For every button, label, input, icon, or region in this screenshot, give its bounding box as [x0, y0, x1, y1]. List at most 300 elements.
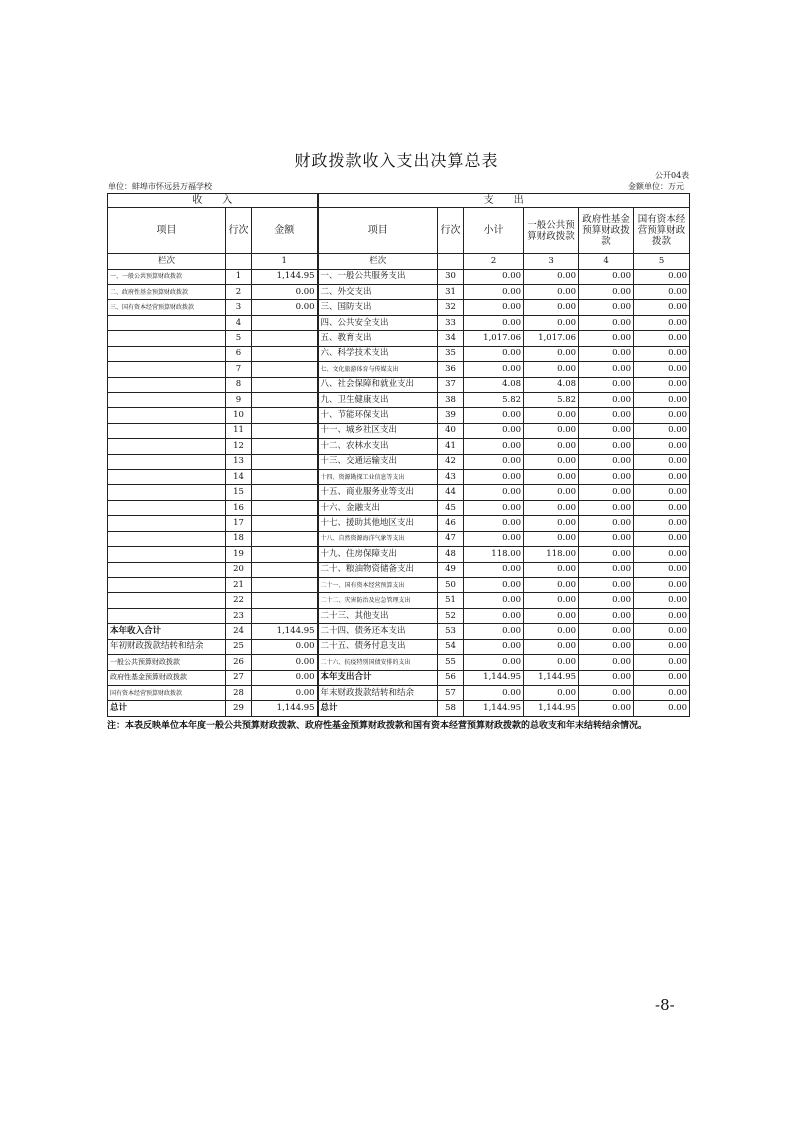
table-row	[108, 362, 690, 377]
expense-header: 支 出	[318, 194, 690, 208]
income-item: 一般公共预算财政拨款	[108, 655, 226, 670]
income-item: 总计	[108, 701, 226, 717]
expense-item: 三、国防支出	[318, 300, 438, 315]
income-line-no: 21	[226, 578, 252, 593]
state-capital-value: 0.00	[634, 331, 690, 346]
expense-item: 九、卫生健康支出	[318, 392, 438, 407]
state-capital-value: 0.00	[634, 300, 690, 315]
expense-line-no: 39	[438, 408, 464, 423]
income-amount	[252, 562, 318, 577]
table-row	[108, 439, 690, 454]
subtotal-value: 0.00	[464, 593, 524, 608]
table-row	[108, 593, 690, 608]
table-row	[108, 470, 690, 485]
expense-line-no: 56	[438, 670, 464, 685]
expense-line-no: 58	[438, 701, 464, 717]
table-row	[108, 608, 690, 623]
subtotal-value: 0.00	[464, 516, 524, 531]
state-capital-value: 0.00	[634, 269, 690, 284]
income-item	[108, 377, 226, 392]
expense-item: 十三、交通运输支出	[318, 454, 438, 469]
expense-line-no: 34	[438, 331, 464, 346]
state-capital-value: 0.00	[634, 470, 690, 485]
state-capital-value: 0.00	[634, 346, 690, 361]
general-budget-value: 1,144.95	[524, 670, 579, 685]
income-line-no: 24	[226, 624, 252, 639]
income-line-no: 2	[226, 284, 252, 299]
state-capital-value: 0.00	[634, 685, 690, 700]
subtotal-value: 5.82	[464, 392, 524, 407]
expense-item: 十六、金融支出	[318, 500, 438, 515]
gov-fund-value: 0.00	[579, 516, 634, 531]
income-line-no: 19	[226, 547, 252, 562]
income-line-no: 26	[226, 655, 252, 670]
expense-line-no: 35	[438, 346, 464, 361]
gov-fund-value: 0.00	[579, 454, 634, 469]
income-amount	[252, 315, 318, 330]
gov-fund-value: 0.00	[579, 578, 634, 593]
income-item	[108, 362, 226, 377]
income-item	[108, 470, 226, 485]
subtotal-value: 0.00	[464, 639, 524, 654]
gov-fund-value: 0.00	[579, 331, 634, 346]
state-capital-value: 0.00	[634, 531, 690, 546]
expense-item: 一、一般公共服务支出	[318, 269, 438, 284]
table-row	[108, 701, 690, 717]
unit-label: 单位：蚌埠市怀远县万福学校	[108, 182, 212, 191]
col-index-label: 栏次	[108, 254, 226, 269]
expense-item: 二十二、灾害防治及应急管理支出	[318, 593, 438, 608]
income-amount	[252, 408, 318, 423]
gov-fund-value: 0.00	[579, 300, 634, 315]
expense-item: 二十、粮油物资储备支出	[318, 562, 438, 577]
income-item: 三、国有资本经营预算财政拨款	[108, 300, 226, 315]
income-amount	[252, 331, 318, 346]
state-capital-value: 0.00	[634, 593, 690, 608]
subtotal-value: 0.00	[464, 470, 524, 485]
expense-line-no: 38	[438, 392, 464, 407]
state-capital-value: 0.00	[634, 377, 690, 392]
gov-fund-value: 0.00	[579, 562, 634, 577]
table-row	[108, 377, 690, 392]
gov-fund-value: 0.00	[579, 362, 634, 377]
gov-fund-value: 0.00	[579, 500, 634, 515]
state-capital-value: 0.00	[634, 624, 690, 639]
subtotal-value: 1,144.95	[464, 670, 524, 685]
table-row	[108, 685, 690, 700]
state-capital-value: 0.00	[634, 547, 690, 562]
expense-line-no: 55	[438, 655, 464, 670]
expense-line-no: 48	[438, 547, 464, 562]
expense-item: 十一、城乡社区支出	[318, 423, 438, 438]
gov-fund-value: 0.00	[579, 685, 634, 700]
expense-item: 年末财政拨款结转和结余	[318, 685, 438, 700]
general-budget-value: 118.00	[524, 547, 579, 562]
income-amount: 0.00	[252, 685, 318, 700]
expense-item: 本年支出合计	[318, 670, 438, 685]
income-line-no: 14	[226, 470, 252, 485]
income-header: 收 入	[108, 194, 318, 208]
gov-fund-value: 0.00	[579, 439, 634, 454]
gov-fund-value: 0.00	[579, 608, 634, 623]
general-budget-value: 4.08	[524, 377, 579, 392]
income-amount	[252, 346, 318, 361]
general-budget-value: 0.00	[524, 423, 579, 438]
general-budget-value: 0.00	[524, 655, 579, 670]
income-line-no: 3	[226, 300, 252, 315]
expense-line-no: 46	[438, 516, 464, 531]
expense-item: 二十四、债务还本支出	[318, 624, 438, 639]
income-line-no: 1	[226, 269, 252, 284]
income-amount	[252, 531, 318, 546]
table-row	[108, 423, 690, 438]
general-budget-value: 0.00	[524, 685, 579, 700]
expense-item: 七、文化旅游体育与传媒支出	[318, 362, 438, 377]
expense-item: 十七、援助其他地区支出	[318, 516, 438, 531]
general-budget-value: 1,017.06	[524, 331, 579, 346]
expense-item: 二十一、国有资本经营预算支出	[318, 578, 438, 593]
state-capital-value: 0.00	[634, 578, 690, 593]
gov-fund-value: 0.00	[579, 593, 634, 608]
income-line-no: 23	[226, 608, 252, 623]
gov-fund-value: 0.00	[579, 485, 634, 500]
income-item	[108, 315, 226, 330]
table-row	[108, 655, 690, 670]
col-index-2: 2	[464, 254, 524, 269]
income-line-no: 4	[226, 315, 252, 330]
general-budget-value: 0.00	[524, 624, 579, 639]
expense-line-no: 51	[438, 593, 464, 608]
subtotal-header: 小计	[464, 208, 524, 254]
expense-item: 八、社会保障和就业支出	[318, 377, 438, 392]
general-budget-value: 0.00	[524, 531, 579, 546]
income-amount	[252, 500, 318, 515]
general-budget-value: 0.00	[524, 315, 579, 330]
col-index-3: 3	[524, 254, 579, 269]
state-capital-value: 0.00	[634, 454, 690, 469]
state-capital-value: 0.00	[634, 500, 690, 515]
income-amount	[252, 547, 318, 562]
income-line-no: 10	[226, 408, 252, 423]
expense-line-no: 43	[438, 470, 464, 485]
expense-item: 十八、自然资源海洋气象等支出	[318, 531, 438, 546]
general-budget-value: 0.00	[524, 562, 579, 577]
expense-item: 十、节能环保支出	[318, 408, 438, 423]
income-item: 一、一般公共预算财政拨款	[108, 269, 226, 284]
income-item	[108, 423, 226, 438]
expense-line-no: 42	[438, 454, 464, 469]
income-line-no: 9	[226, 392, 252, 407]
expense-item: 十四、资源勘探工业信息等支出	[318, 470, 438, 485]
income-item-header: 项目	[108, 208, 226, 254]
income-amount	[252, 485, 318, 500]
table-row	[108, 670, 690, 685]
income-amount	[252, 392, 318, 407]
state-capital-value: 0.00	[634, 485, 690, 500]
subtotal-value: 0.00	[464, 269, 524, 284]
general-budget-value: 1,144.95	[524, 701, 579, 717]
subtotal-value: 0.00	[464, 408, 524, 423]
state-capital-value: 0.00	[634, 516, 690, 531]
gov-fund-value: 0.00	[579, 624, 634, 639]
general-budget-value: 0.00	[524, 516, 579, 531]
state-capital-value: 0.00	[634, 670, 690, 685]
page-title: 财政拨款收入支出决算总表	[294, 151, 499, 170]
table-row	[108, 346, 690, 361]
subtotal-value: 1,144.95	[464, 701, 524, 717]
income-amount	[252, 377, 318, 392]
income-line-no: 11	[226, 423, 252, 438]
gov-fund-value: 0.00	[579, 639, 634, 654]
expense-item: 二、外交支出	[318, 284, 438, 299]
subtotal-value: 0.00	[464, 655, 524, 670]
gov-fund-value: 0.00	[579, 346, 634, 361]
income-item	[108, 516, 226, 531]
income-item	[108, 392, 226, 407]
income-line-no: 8	[226, 377, 252, 392]
income-line-no: 6	[226, 346, 252, 361]
expense-line-no: 52	[438, 608, 464, 623]
income-line-header: 行次	[226, 208, 252, 254]
state-capital-value: 0.00	[634, 562, 690, 577]
expense-line-no: 31	[438, 284, 464, 299]
income-item	[108, 485, 226, 500]
expense-line-no: 49	[438, 562, 464, 577]
expense-line-no: 54	[438, 639, 464, 654]
income-item	[108, 547, 226, 562]
general-budget-value: 0.00	[524, 362, 579, 377]
expense-item-header: 项目	[318, 208, 438, 254]
income-line-no: 17	[226, 516, 252, 531]
income-amount: 1,144.95	[252, 701, 318, 717]
table-row	[108, 408, 690, 423]
state-capital-value: 0.00	[634, 315, 690, 330]
table-row	[108, 392, 690, 407]
income-item	[108, 578, 226, 593]
gov-fund-value: 0.00	[579, 701, 634, 717]
general-budget-value: 0.00	[524, 639, 579, 654]
table-note: 注：本表反映单位本年度一般公共预算财政拨款、政府性基金预算财政拨款和国有资本经营预算财政拨款的总收支和年末结转结余情况。	[107, 721, 648, 731]
subtotal-value: 0.00	[464, 685, 524, 700]
table-row	[108, 331, 690, 346]
income-line-no: 25	[226, 639, 252, 654]
income-line-no: 5	[226, 331, 252, 346]
income-amount	[252, 593, 318, 608]
table-row	[108, 562, 690, 577]
income-amount	[252, 578, 318, 593]
gov-fund-value: 0.00	[579, 531, 634, 546]
income-item: 政府性基金预算财政拨款	[108, 670, 226, 685]
income-line-no: 28	[226, 685, 252, 700]
expense-item: 六、科学技术支出	[318, 346, 438, 361]
subtotal-value: 0.00	[464, 346, 524, 361]
state-capital-value: 0.00	[634, 639, 690, 654]
table-row	[108, 300, 690, 315]
income-line-no: 12	[226, 439, 252, 454]
table-code: 公开04表	[655, 171, 690, 180]
income-line-no: 15	[226, 485, 252, 500]
general-budget-value: 0.00	[524, 439, 579, 454]
gov-fund-value: 0.00	[579, 547, 634, 562]
table-row	[108, 454, 690, 469]
expense-line-no: 53	[438, 624, 464, 639]
table-row	[108, 531, 690, 546]
income-item	[108, 531, 226, 546]
income-amount	[252, 423, 318, 438]
general-budget-value: 0.00	[524, 408, 579, 423]
subtotal-value: 0.00	[464, 531, 524, 546]
general-budget-value: 0.00	[524, 500, 579, 515]
general-budget-value: 0.00	[524, 593, 579, 608]
income-line-no: 27	[226, 670, 252, 685]
expense-item: 五、教育支出	[318, 331, 438, 346]
income-item	[108, 500, 226, 515]
subtotal-value: 0.00	[464, 284, 524, 299]
gov-fund-value: 0.00	[579, 423, 634, 438]
subtotal-value: 4.08	[464, 377, 524, 392]
expense-line-no: 57	[438, 685, 464, 700]
general-budget-header: 一般公共预算财政拨款	[524, 208, 579, 254]
income-amount: 1,144.95	[252, 269, 318, 284]
income-item	[108, 331, 226, 346]
subtotal-value: 0.00	[464, 315, 524, 330]
state-capital-value: 0.00	[634, 423, 690, 438]
state-capital-value: 0.00	[634, 392, 690, 407]
state-capital-value: 0.00	[634, 701, 690, 717]
state-capital-value: 0.00	[634, 439, 690, 454]
gov-fund-value: 0.00	[579, 408, 634, 423]
budget-table	[107, 193, 689, 717]
expense-item: 二十三、其他支出	[318, 608, 438, 623]
income-item	[108, 454, 226, 469]
subtotal-value: 0.00	[464, 608, 524, 623]
expense-line-no: 32	[438, 300, 464, 315]
general-budget-value: 0.00	[524, 578, 579, 593]
table-row	[108, 315, 690, 330]
income-item: 国有资本经营预算财政拨款	[108, 685, 226, 700]
subtotal-value: 0.00	[464, 500, 524, 515]
gov-fund-value: 0.00	[579, 470, 634, 485]
table-row	[108, 547, 690, 562]
col-index-4: 4	[579, 254, 634, 269]
gov-fund-value: 0.00	[579, 655, 634, 670]
subtotal-value: 0.00	[464, 578, 524, 593]
income-item: 二、政府性基金预算财政拨款	[108, 284, 226, 299]
table-row	[108, 500, 690, 515]
income-item	[108, 346, 226, 361]
expense-line-no: 37	[438, 377, 464, 392]
state-capital-value: 0.00	[634, 655, 690, 670]
income-amount: 0.00	[252, 655, 318, 670]
income-amount	[252, 454, 318, 469]
gov-fund-value: 0.00	[579, 377, 634, 392]
expense-line-no: 45	[438, 500, 464, 515]
table-row	[108, 485, 690, 500]
income-line-no: 13	[226, 454, 252, 469]
state-capital-value: 0.00	[634, 362, 690, 377]
state-capital-value: 0.00	[634, 408, 690, 423]
expense-item: 十二、农林水支出	[318, 439, 438, 454]
general-budget-value: 0.00	[524, 454, 579, 469]
income-item: 年初财政拨款结转和结余	[108, 639, 226, 654]
table-row	[108, 578, 690, 593]
expense-item: 总计	[318, 701, 438, 717]
expense-item: 二十六、抗疫特别国债安排的支出	[318, 655, 438, 670]
income-item	[108, 408, 226, 423]
income-line-no: 20	[226, 562, 252, 577]
general-budget-value: 0.00	[524, 300, 579, 315]
page-number: -8-	[655, 996, 675, 1014]
subtotal-value: 0.00	[464, 362, 524, 377]
expense-line-no: 47	[438, 531, 464, 546]
expense-line-header: 行次	[438, 208, 464, 254]
expense-item: 四、公共安全支出	[318, 315, 438, 330]
income-item	[108, 608, 226, 623]
state-capital-value: 0.00	[634, 284, 690, 299]
col-index-1: 1	[252, 254, 318, 269]
general-budget-value: 0.00	[524, 485, 579, 500]
table-row	[108, 284, 690, 299]
subtotal-value: 0.00	[464, 624, 524, 639]
expense-line-no: 36	[438, 362, 464, 377]
state-capital-value: 0.00	[634, 608, 690, 623]
income-amount	[252, 470, 318, 485]
col-index-label-2: 栏次	[318, 254, 438, 269]
general-budget-value: 0.00	[524, 346, 579, 361]
income-line-no: 18	[226, 531, 252, 546]
table-row	[108, 639, 690, 654]
income-item: 本年收入合计	[108, 624, 226, 639]
gov-fund-header: 政府性基金预算财政拨款	[579, 208, 634, 254]
expense-line-no: 50	[438, 578, 464, 593]
income-amount: 1,144.95	[252, 624, 318, 639]
income-amount: 0.00	[252, 639, 318, 654]
subtotal-value: 1,017.06	[464, 331, 524, 346]
income-item	[108, 562, 226, 577]
subtotal-value: 0.00	[464, 454, 524, 469]
general-budget-value: 0.00	[524, 284, 579, 299]
expense-line-no: 41	[438, 439, 464, 454]
gov-fund-value: 0.00	[579, 670, 634, 685]
income-line-no: 7	[226, 362, 252, 377]
gov-fund-value: 0.00	[579, 315, 634, 330]
expense-line-no: 33	[438, 315, 464, 330]
income-amount: 0.00	[252, 670, 318, 685]
income-item	[108, 593, 226, 608]
income-item	[108, 439, 226, 454]
gov-fund-value: 0.00	[579, 284, 634, 299]
income-amount	[252, 362, 318, 377]
income-amount: 0.00	[252, 284, 318, 299]
subtotal-value: 118.00	[464, 547, 524, 562]
state-capital-header: 国有资本经营预算财政拨款	[634, 208, 690, 254]
expense-line-no: 30	[438, 269, 464, 284]
expense-line-no: 44	[438, 485, 464, 500]
income-line-no: 22	[226, 593, 252, 608]
income-amount	[252, 439, 318, 454]
table-row	[108, 516, 690, 531]
col-index-5: 5	[634, 254, 690, 269]
subtotal-value: 0.00	[464, 423, 524, 438]
income-amount-header: 金额	[252, 208, 318, 254]
income-amount	[252, 516, 318, 531]
expense-line-no: 40	[438, 423, 464, 438]
income-amount: 0.00	[252, 300, 318, 315]
table-row	[108, 624, 690, 639]
gov-fund-value: 0.00	[579, 269, 634, 284]
general-budget-value: 0.00	[524, 470, 579, 485]
general-budget-value: 5.82	[524, 392, 579, 407]
